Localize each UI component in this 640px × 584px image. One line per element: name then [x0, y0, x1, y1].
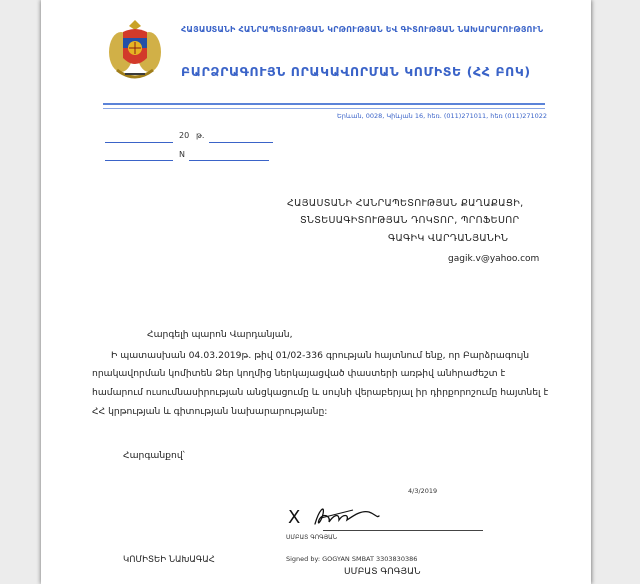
signature-date: 4/3/2019 [408, 487, 438, 495]
number-sign: N [179, 150, 185, 159]
body-line-2: որակավորման կոմիտեն Ձեր կողմից ներկայացված փաստերի առթիվ անհրաժեշտ է [92, 368, 506, 379]
signature-x-mark: X [288, 507, 301, 528]
salutation: Հարգելի պարոն Վարդանյան, [147, 329, 293, 340]
addressee-name: ԳԱԳԻԿ ՎԱՐԴԱՆՅԱՆԻՆ [388, 233, 509, 244]
signer-title: ԿՈՄԻՏԵԻ ՆԱԽԱԳԱՀ [123, 555, 215, 565]
signature-line [323, 530, 483, 531]
signer-name: ՍՄԲԱՏ ԳՈԳՅԱՆ [344, 567, 421, 577]
date-blank [105, 142, 173, 143]
body-line-1: Ի պատասխան 04․03․2019թ․ թիվ 01/02-336 գրության հայտնում ենք, որ Բարձրագույն [111, 350, 530, 361]
handwritten-signature-icon [309, 500, 383, 530]
addressee-line2: ՏՆՏԵՍԱԳԻՏՈՒԹՅԱՆ ԴՈԿՏՈՐ, ՊՐՈՖԵՍՈՐ [300, 215, 520, 226]
body-line-3: համարում ուսումնասիրության անցկացումը և սույնի վերաբերյալ իր դիրքորոշումը հայտնել է [92, 387, 549, 398]
signer-name-small: ՍՄԲԱՏ ԳՈԳՅԱՆ [286, 534, 338, 541]
contact-address: Երևան, 0028, Կիևյան 16, հեռ. (011)271011, հեռ (011)271022 [337, 112, 548, 120]
month-blank [209, 142, 273, 143]
document-page [41, 0, 591, 584]
number-blank [189, 160, 269, 161]
ref-blank [105, 160, 173, 161]
ministry-name: ՀԱՅԱՍՏԱՆԻ ՀԱՆՐԱՊԵՏՈՒԹՅԱՆ ԿՐԹՈՒԹՅԱՆ ԵՎ ԳԻՏՈՒԹՅԱՆ ՆԱԽԱՐԱՐՈՒԹՅՈՒՆ [181, 25, 544, 34]
signed-by: Signed by: GOGYAN SMBAT 3303830386 [286, 555, 418, 563]
addressee-line1: ՀԱՅԱՍՏԱՆԻ ՀԱՆՐԱՊԵՏՈՒԹՅԱՆ ՔԱՂԱՔԱՑԻ, [287, 198, 524, 209]
coat-of-arms-icon [107, 18, 163, 84]
year-suffix: թ. [196, 131, 205, 140]
closing: Հարգանքով՝ [123, 450, 185, 461]
body-line-4: ՀՀ կրթության և գիտության նախարարությանը: [92, 406, 328, 417]
header-rule-thin [103, 108, 545, 109]
addressee-email: gagik.v@yahoo.com [448, 254, 540, 264]
header-rule [103, 103, 545, 105]
year-prefix: 20 [179, 131, 190, 140]
committee-name: ԲԱՐՁՐԱԳՈՒՅՆ ՈՐԱԿԱՎՈՐՄԱՆ ԿՈՄԻՏԵ (ՀՀ ԲՈԿ) [181, 64, 531, 79]
